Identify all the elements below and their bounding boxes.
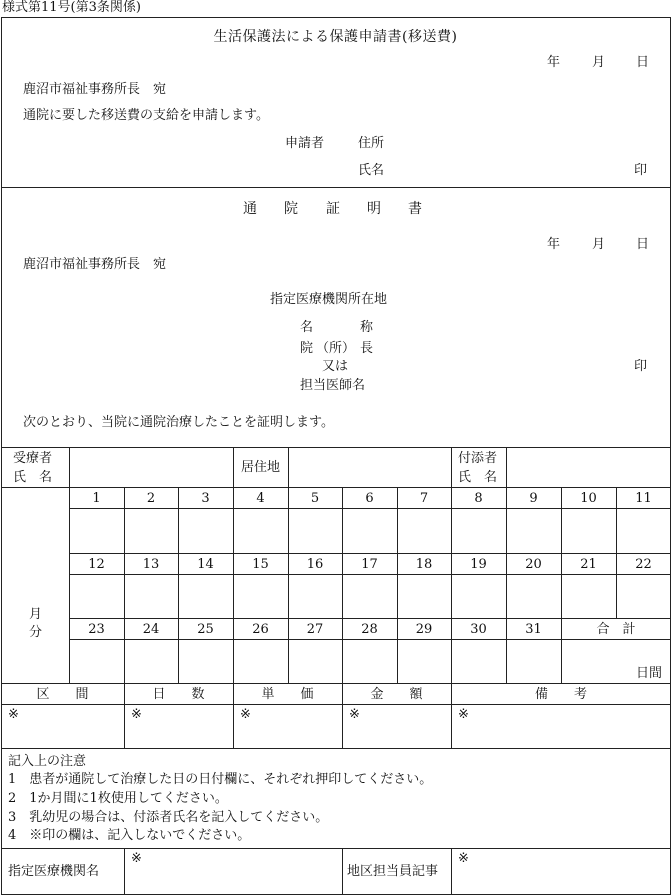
total-label: 合 計	[596, 622, 636, 637]
divider	[342, 487, 343, 683]
divider	[69, 639, 671, 640]
day-number: 10	[580, 491, 597, 506]
attendant-label-2: 氏 名	[458, 470, 498, 485]
day-number: 15	[252, 557, 269, 572]
cost-header-amount: 金 額	[370, 687, 423, 702]
day-number: 13	[142, 557, 160, 572]
day-number: 7	[419, 491, 429, 506]
divider	[451, 848, 452, 895]
day-number: 9	[529, 491, 538, 506]
day-number: 2	[146, 491, 156, 506]
divider	[69, 618, 671, 619]
day-number: 16	[306, 557, 324, 572]
institution-location-label: 指定医療機関所在地	[270, 292, 388, 307]
office-use-mark: ※	[349, 707, 360, 722]
divider	[124, 848, 125, 895]
cost-header-remarks: 備 考	[534, 687, 587, 702]
day-number: 30	[470, 622, 487, 637]
divider	[178, 487, 179, 683]
certificate-date-month: 月	[592, 237, 606, 252]
day-number: 14	[197, 557, 214, 572]
certificate-title-char: 証	[326, 201, 340, 217]
director-label-a: 院	[300, 341, 314, 356]
certificate-date-day: 日	[636, 237, 650, 252]
divider	[69, 574, 671, 575]
divider	[1, 487, 671, 488]
day-number: 24	[142, 622, 160, 637]
attendant-label-1: 付添者	[458, 451, 498, 466]
cost-header-days: 日 数	[152, 687, 205, 702]
application-seal: 印	[634, 163, 648, 178]
divider	[1, 683, 671, 684]
name-label: 氏名	[358, 163, 385, 178]
day-number: 20	[525, 557, 542, 572]
note-item: 3 乳幼児の場合は、付添者氏名を記入してください。	[8, 810, 329, 825]
day-number: 5	[310, 491, 320, 506]
day-number: 21	[580, 557, 597, 572]
day-number: 29	[415, 622, 433, 637]
day-number: 11	[635, 491, 652, 506]
divider	[233, 487, 234, 683]
cost-header-unit-price: 単 価	[261, 687, 314, 702]
address-label: 住所	[358, 136, 385, 151]
day-number: 31	[525, 622, 542, 637]
director-label-b: （所）	[316, 341, 356, 356]
note-item: 4 ※印の欄は、記入しないでください。	[8, 828, 251, 843]
day-number: 19	[470, 557, 487, 572]
patient-label-2: 氏 名	[13, 470, 53, 485]
divider	[1, 848, 671, 849]
application-date-month: 月	[592, 55, 606, 70]
divider	[69, 508, 671, 509]
director-label-c: 長	[360, 341, 374, 356]
applicant-label: 申請者	[285, 136, 325, 151]
application-addressee: 鹿沼市福祉事務所長 宛	[23, 82, 167, 97]
doctor-label: 担当医師名	[300, 378, 366, 393]
day-number: 23	[88, 622, 105, 637]
day-number: 1	[92, 491, 101, 506]
application-body: 通院に要した移送費の支給を申請します。	[23, 108, 269, 123]
divider	[288, 487, 289, 683]
office-use-mark: ※	[8, 707, 19, 722]
certificate-seal: 印	[634, 359, 648, 374]
divider	[1, 187, 671, 188]
divider	[451, 487, 452, 683]
day-number: 22	[635, 557, 652, 572]
month-label-2: 分	[29, 625, 43, 640]
form-frame	[1, 17, 671, 895]
day-number: 25	[197, 622, 214, 637]
day-number: 3	[201, 491, 210, 506]
divider	[1, 447, 671, 448]
divider	[506, 487, 507, 683]
application-title: 生活保護法による保護申請書(移送費)	[213, 29, 458, 45]
divider	[69, 553, 671, 554]
divider	[506, 447, 507, 487]
institution-name-label: 指定医療機関名	[8, 864, 100, 879]
divider	[1, 704, 671, 705]
institution-name-label-b: 称	[360, 320, 374, 335]
divider	[1, 748, 671, 749]
office-use-mark: ※	[458, 851, 469, 866]
certificate-date-year: 年	[547, 237, 561, 252]
residence-label: 居住地	[240, 460, 280, 475]
day-number: 26	[252, 622, 269, 637]
notes-heading: 記入上の注意	[8, 754, 87, 769]
divider	[616, 487, 617, 618]
form-label: 様式第11号(第3条関係)	[2, 0, 141, 15]
office-use-mark: ※	[131, 851, 142, 866]
office-use-mark: ※	[458, 707, 469, 722]
divider	[397, 487, 398, 683]
day-number: 6	[365, 491, 374, 506]
cost-header-section: 区 間	[36, 687, 89, 702]
day-unit-label: 日間	[636, 666, 663, 681]
application-date-day: 日	[636, 55, 650, 70]
day-number: 8	[474, 491, 483, 506]
application-date-year: 年	[547, 55, 561, 70]
divider	[124, 487, 125, 683]
district-officer-label: 地区担当員記事	[347, 864, 439, 879]
day-number: 28	[361, 622, 378, 637]
divider	[561, 487, 562, 683]
day-number: 27	[306, 622, 324, 637]
note-item: 1 患者が通院して治療した日の日付欄に、それぞれ押印してください。	[8, 772, 433, 787]
or-label: 又は	[322, 359, 349, 374]
certificate-title-char: 書	[408, 201, 422, 217]
certificate-addressee: 鹿沼市福祉事務所長 宛	[23, 257, 167, 272]
certificate-statement: 次のとおり、当院に通院治療したことを証明します。	[23, 415, 334, 430]
institution-name-label-a: 名	[300, 320, 314, 335]
certificate-title-char: 通	[243, 201, 257, 217]
note-item: 2 1か月間に1枚使用してください。	[8, 791, 228, 806]
divider	[288, 447, 289, 487]
divider	[451, 447, 452, 487]
office-use-mark: ※	[240, 707, 251, 722]
month-label-1: 月	[29, 607, 43, 622]
day-number: 12	[88, 557, 105, 572]
patient-label-1: 受療者	[13, 451, 53, 466]
certificate-title-char: 院	[284, 201, 298, 217]
office-use-mark: ※	[131, 707, 142, 722]
certificate-title-char: 明	[367, 201, 381, 217]
day-number: 4	[256, 491, 265, 506]
divider	[342, 848, 343, 895]
day-number: 17	[361, 557, 378, 572]
day-number: 18	[415, 557, 433, 572]
